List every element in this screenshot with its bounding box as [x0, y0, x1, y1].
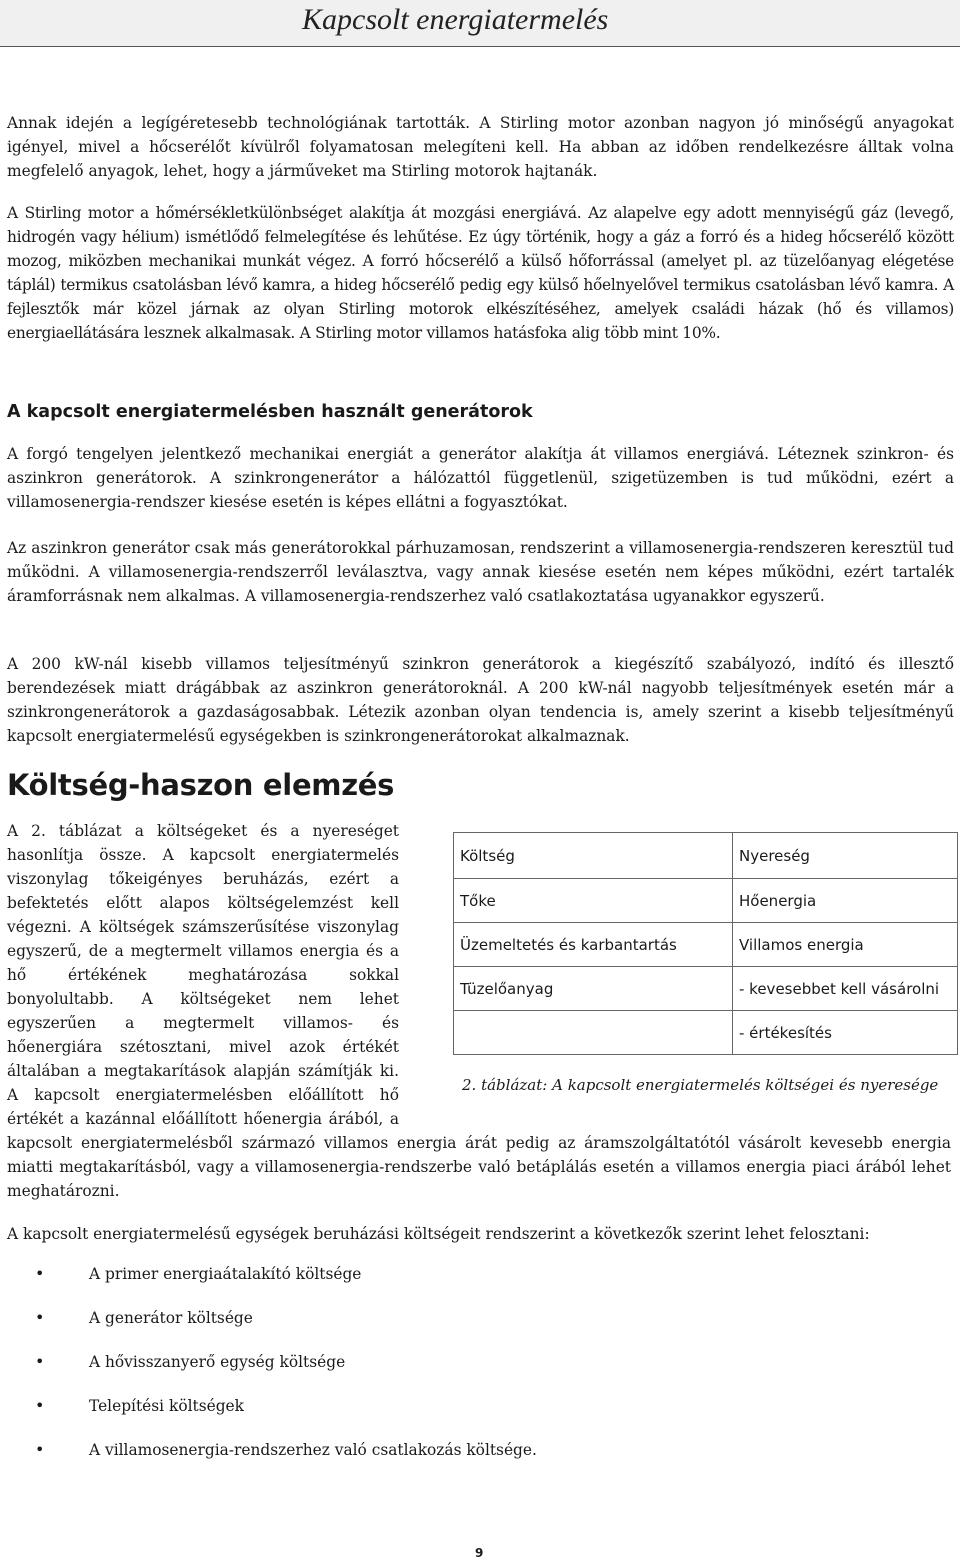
list-item	[0, 1350, 960, 1394]
bullet-icon: •	[35, 1440, 45, 1459]
paragraph-generators-2: Az aszinkron generátor csak más generátorokkal párhuzamosan, rendszerint a villamosenergia-rendszeren keresztül tud működni. A villamosenergia-rendszerről leválasztva, vagy annak kiesése esetén nem képes működni, ezért tartalék áramforrásnak nem alkalmas. A villamosenergia-rendszerhez való csatlakoztatása ugyanakkor egyszerű.	[7, 539, 954, 605]
cost-benefit-table	[453, 832, 958, 1055]
table-cell: Villamos energia	[733, 923, 958, 967]
paragraph-stirling-principle: A Stirling motor a hőmérsékletkülönbséget alakítja át mozgási energiává. Az alapelve egy adott mennyiségű gáz (levegő, hidrogén vagy hélium) ismétlődő felmelegítése és lehűtése. Ez úgy történik, hogy a gáz a forró és a hideg hőcserélő között mozog, miközben mechanikai munkát végez. A forró hőcserélő a külső hőforrással (amelyet pl. az tüzelőanyag elégetése táplál) termikus csatolásban lévő kamra, a hideg hőcserélő pedig egy külső hőelnyelővel termikus csatolásban lévő kamra. A fejlesztők már közel járnak az olyan Stirling motorok elkészítéséhez, amelyek családi házak (hő és villamos) energiaellátására lesznek alkalmasak. A Stirling motor villamos hatásfoka alig több mint 10%.	[7, 204, 954, 342]
paragraph-cost-benefit-text: A 2. táblázat a költségeket és a nyereséget hasonlítja össze. A kapcsolt energiatermelés viszonylag tőkeigényes beruházás, ezért a befektetés előtt alapos költségelemzést kell végezni. A költségek számszerűsítése viszonylag egyszerű, de a megtermelt villamos energia és a hő értékének meghatározása sokkal bonyolultabb. A költségeket nem lehet egyszerűen a megtermelt villamos- és hőenergiára szétosztani, mivel azok értékét általában a megtakarítások alapján számítják ki. A kapcsolt energiatermelésben előállított hő értékét a kazánnal előállított hőenergia árából, a kapcsolt energiatermelésből származó villamos energia árát pedig az áramszolgáltatótól vásárolt kevesebb energia miatti megtakarításból, vagy a villamosenergia-rendszerbe való betáplálás esetén a villamos energia piaci árából lehet meghatározni.	[7, 822, 951, 1200]
list-item	[0, 1438, 960, 1482]
paragraph-stirling-intro: Annak idején a legígéretesebb technológiának tartották. A Stirling motor azonban nagyon jó minőségű anyagokat igényel, mivel a hőcserélőt kívülről folyamatosan melegíteni kell. Ha abban az időben rendelkezésre álltak volna megfelelő anyagok, lehet, hogy a járműveket ma Stirling motorok hajtanák.	[7, 114, 954, 180]
section-heading-cost-benefit: Költség-haszon elemzés	[7, 768, 395, 802]
paragraph-investment-costs: A kapcsolt energiatermelésű egységek beruházási költségeit rendszerint a következők szerint lehet felosztani:	[7, 1225, 870, 1243]
table-cell: - értékesítés	[733, 1011, 958, 1055]
list-item-text: A primer energiaátalakító költsége	[89, 1265, 362, 1283]
table-caption: 2. táblázat: A kapcsolt energiatermelés költségei és nyeresége	[462, 1076, 939, 1094]
section-heading-generators: A kapcsolt energiatermelésben használt generátorok	[7, 402, 533, 422]
bullet-icon: •	[35, 1264, 45, 1283]
list-item	[0, 1306, 960, 1350]
list-item-text: Telepítési költségek	[89, 1397, 244, 1415]
bullet-icon: •	[35, 1396, 45, 1415]
table-cell: Tőke	[454, 879, 733, 923]
table-cell: Hőenergia	[733, 879, 958, 923]
table-row	[454, 879, 958, 923]
bullet-icon: •	[35, 1352, 45, 1371]
list-item-text: A hővisszanyerő egység költsége	[89, 1353, 346, 1371]
table-cell: Tüzelőanyag	[454, 967, 733, 1011]
list-item-text: A generátor költsége	[89, 1309, 253, 1327]
table-header-benefit: Nyereség	[733, 833, 958, 879]
table-row	[454, 923, 958, 967]
table-header-row	[454, 833, 958, 879]
paragraph-generators-3: A 200 kW-nál kisebb villamos teljesítményű szinkron generátorok a kiegészítő szabályozó, indító és illesztő berendezések miatt drágábbak az aszinkron generátoroknál. A 200 kW-nál nagyobb teljesítmények esetén már a szinkrongenerátorok a gazdaságosabbak. Létezik azonban olyan tendencia is, amely szerint a kisebb teljesítményű kapcsolt energiatermelésű egységekben is szinkrongenerátorokat alkalmaznak.	[7, 655, 954, 745]
running-header	[0, 0, 960, 47]
table-cell	[454, 1011, 733, 1055]
list-item-text: A villamosenergia-rendszerhez való csatlakozás költsége.	[89, 1441, 537, 1459]
paragraph-generators-1: A forgó tengelyen jelentkező mechanikai energiát a generátor alakítja át villamos energiává. Léteznek szinkron- és aszinkron generátorok. A szinkrongenerátor a hálózattól függetlenül, szigetüzemben is tud működni, ezért a villamosenergia-rendszer kiesése esetén is képes ellátni a fogyasztókat.	[7, 445, 954, 511]
list-item	[0, 1394, 960, 1438]
table-cell: Üzemeltetés és karbantartás	[454, 923, 733, 967]
table-row	[454, 967, 958, 1011]
running-title: Kapcsolt energiatermelés	[302, 3, 609, 36]
table-header-cost: Költség	[454, 833, 733, 879]
bullet-icon: •	[35, 1308, 45, 1327]
list-item	[0, 1262, 960, 1306]
page-number: 9	[475, 1546, 484, 1560]
table-cell: - kevesebbet kell vásárolni	[733, 967, 958, 1011]
cost-list	[0, 1262, 960, 1482]
table-row	[454, 1011, 958, 1055]
